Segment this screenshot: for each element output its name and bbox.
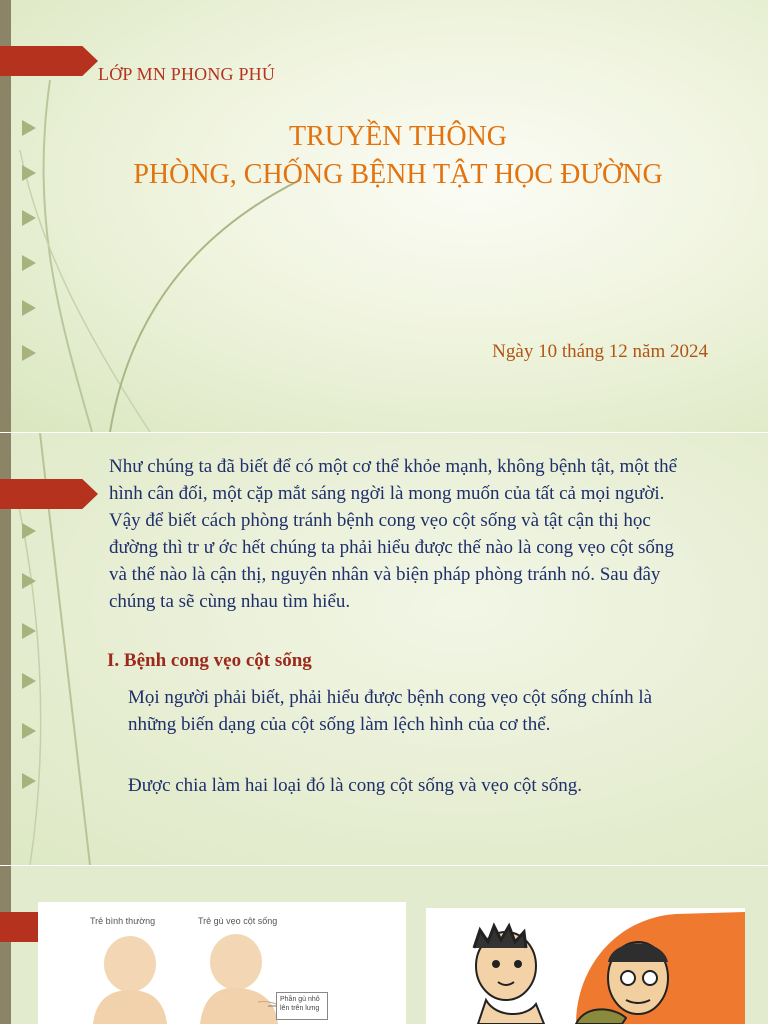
- class-name: LỚP MN PHONG PHÚ: [98, 64, 276, 84]
- red-flag-banner: [0, 46, 98, 76]
- presentation-date: Ngày 10 tháng 12 năm 2024: [492, 341, 708, 362]
- bullet-text: Mọi người phải biết, phải hiểu được bệnh cong vẹo cột sống chính là những biến dạng của cột sống làm lệch hình của cơ thể.: [128, 687, 653, 735]
- child-back-illustration: [38, 902, 406, 1024]
- title-line-2: PHÒNG, CHỐNG BỆNH TẬT HỌC ĐƯỜNG: [133, 159, 663, 190]
- cartoon-illustration: [426, 908, 745, 1024]
- cartoon-doctor-image: [426, 908, 745, 1024]
- posture-comparison-image: [38, 902, 406, 1024]
- bullet-text: Được chia làm hai loại đó là cong cột sống và vẹo cột sống.: [128, 775, 583, 796]
- title-line-1: TRUYỀN THÔNG: [288, 121, 508, 152]
- section-heading: I. Bệnh cong vẹo cột sống: [107, 650, 312, 671]
- caption-normal-child: Trẻ bình thường: [90, 916, 156, 926]
- caption-hunchback-child: Trẻ gù vẹo cột sống: [198, 916, 278, 926]
- title-slide: [0, 0, 768, 432]
- red-flag-banner: [0, 479, 98, 509]
- intro-paragraph: Như chúng ta đã biết để có một cơ thể khỏe mạnh, không bệnh tật, một thể hình cân đối, một cặp mắt sáng ngời là mong muốn của tất cả mọi người. Vậy để biết cách phòng tránh bệnh cong vẹo cột sống và tật cận thị học đường thì tr ư ớc hết chúng ta phải hiểu được thế nào là cong vẹo cột sống và thế nào là cận thị, nguyên nhân và biện pháp phòng tránh nó. Sau đây chúng ta sẽ cùng nhau tìm hiểu.: [109, 456, 678, 612]
- hunch-note-label: Phần gù nhô lên trên lưng: [276, 992, 328, 1020]
- left-accent-bar: [0, 866, 11, 1024]
